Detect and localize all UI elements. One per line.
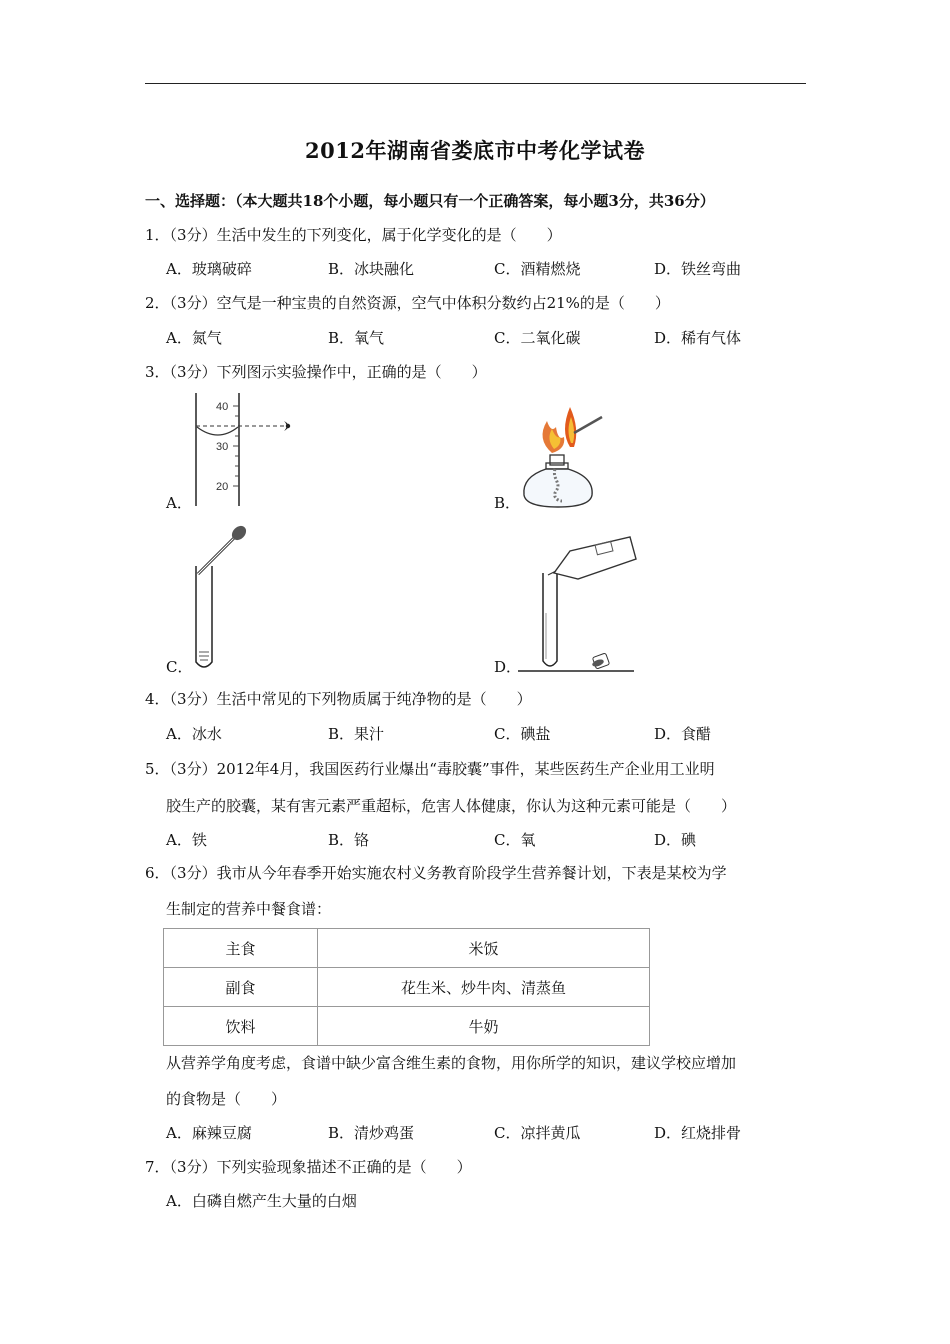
table-cell: 米饭 [318, 929, 650, 968]
question-6-followup-line-2: 的食物是（ ） [166, 1090, 287, 1108]
dropper-in-test-tube-figure [190, 524, 260, 674]
question-4-option-c: C．碘盐 [494, 725, 551, 743]
question-2-option-a: A．氮气 [166, 329, 222, 347]
question-1-option-b: B．冰块融化 [328, 260, 415, 278]
tick-label-40: 40 [216, 401, 229, 413]
question-4-option-b: B．果汁 [328, 725, 385, 743]
question-1-stem: 1．（3分）生活中发生的下列变化，属于化学变化的是（ ） [145, 226, 562, 244]
question-5-stem-line-1: 5．（3分）2012年4月，我国医药行业爆出“毒胶囊”事件，某些医药生产企业用工业明 [145, 760, 715, 778]
question-2-option-c: C．二氧化碳 [494, 329, 581, 347]
nutrition-menu-table [163, 928, 650, 1046]
tick-label-30: 30 [216, 441, 229, 453]
question-6-option-c: C．凉拌黄瓜 [494, 1124, 581, 1142]
table-cell: 饮料 [164, 1007, 318, 1046]
question-6-stem-line-2: 生制定的营养中餐食谱： [166, 900, 332, 918]
table-row [164, 1007, 650, 1046]
page-title: 2012年湖南省娄底市中考化学试卷 [305, 138, 645, 163]
question-1-option-c: C．酒精燃烧 [494, 260, 581, 278]
question-5-option-c: C．氧 [494, 831, 536, 849]
table-cell: 主食 [164, 929, 318, 968]
table-cell: 牛奶 [318, 1007, 650, 1046]
question-5-option-d: D．碘 [654, 831, 697, 849]
question-6-option-d: D．红烧排骨 [654, 1124, 742, 1142]
question-4-option-a: A．冰水 [166, 725, 222, 743]
question-4-stem: 4．（3分）生活中常见的下列物质属于纯净物的是（ ） [145, 690, 532, 708]
question-1-option-a: A．玻璃破碎 [166, 260, 252, 278]
table-cell: 副食 [164, 968, 318, 1007]
question-5-stem-line-2: 胶生产的胶囊，某有害元素严重超标，危害人体健康，你认为这种元素可能是（ ） [166, 797, 737, 815]
pouring-liquid-figure [518, 533, 638, 673]
figure-label-a: A． [166, 494, 192, 512]
question-2-stem: 2．（3分）空气是一种宝贵的自然资源，空气中体积分数约占21%的是（ ） [145, 294, 670, 312]
question-7-option-a: A．白磷自燃产生大量的白烟 [166, 1192, 357, 1210]
table-row [164, 968, 650, 1007]
section-heading: 一、选择题：（本大题共18个小题，每小题只有一个正确答案，每小题3分，共36分） [145, 192, 715, 210]
table-cell: 花生米、炒牛肉、清蒸鱼 [318, 968, 650, 1007]
question-6-option-b: B．清炒鸡蛋 [328, 1124, 415, 1142]
header-rule [145, 83, 806, 84]
cylinder-reading-figure [190, 393, 310, 508]
alcohol-lamp-lighting-figure [518, 403, 628, 511]
figure-label-b: B． [494, 494, 521, 512]
question-2-option-d: D．稀有气体 [654, 329, 742, 347]
question-6-followup-line-1: 从营养学角度考虑，食谱中缺少富含维生素的食物，用你所学的知识，建议学校应增加 [166, 1054, 737, 1072]
figure-label-c: C． [166, 658, 193, 676]
question-6-stem-line-1: 6．（3分）我市从今年春季开始实施农村义务教育阶段学生营养餐计划，下表是某校为学 [145, 864, 727, 882]
question-4-option-d: D．食醋 [654, 725, 712, 743]
tick-label-20: 20 [216, 481, 229, 493]
table-row [164, 929, 650, 968]
question-5-option-a: A．铁 [166, 831, 207, 849]
figure-label-d: D． [494, 658, 522, 676]
question-5-option-b: B．铬 [328, 831, 370, 849]
question-1-option-d: D．铁丝弯曲 [654, 260, 742, 278]
question-3-stem: 3．（3分）下列图示实验操作中，正确的是（ ） [145, 363, 487, 381]
question-7-stem: 7．（3分）下列实验现象描述不正确的是（ ） [145, 1158, 472, 1176]
question-2-option-b: B．氧气 [328, 329, 385, 347]
question-6-option-a: A．麻辣豆腐 [166, 1124, 252, 1142]
